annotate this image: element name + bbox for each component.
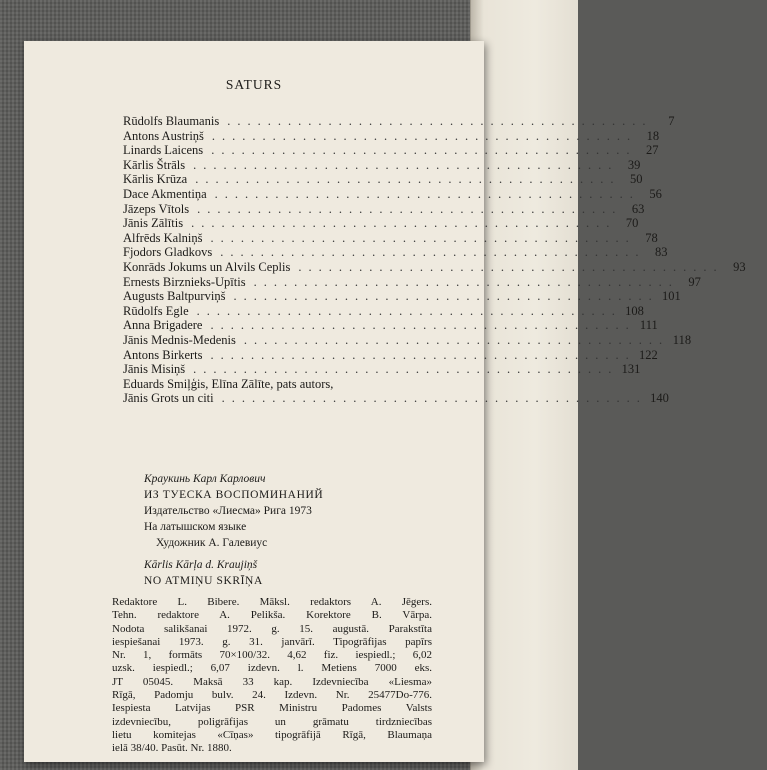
toc-entry-page: 93 bbox=[733, 259, 746, 274]
toc-entry bbox=[123, 230, 658, 246]
toc-entry-page: 78 bbox=[645, 230, 658, 245]
toc-entry-name: Dace Akmentiņa bbox=[123, 186, 207, 201]
table-of-contents bbox=[123, 114, 746, 406]
toc-entry-page: 111 bbox=[639, 318, 658, 333]
toc-entry-name: Alfrēds Kalniņš bbox=[123, 230, 203, 245]
book-title-latvian: NO ATMIŅU SKRĪŅA bbox=[144, 575, 263, 587]
toc-leader-dots: .......................................... bbox=[298, 259, 724, 274]
toc-entry-name: Jānis Grots un citi bbox=[123, 391, 214, 406]
book-title-russian: ИЗ ТУЕСКА ВОСПОМИНАНИЙ bbox=[144, 489, 324, 501]
toc-entry-name: Kārlis Krūza bbox=[123, 172, 188, 187]
toc-leader-dots: .......................................... bbox=[210, 230, 636, 245]
toc-entry bbox=[123, 143, 659, 158]
toc-entry-name: Linards Laicens bbox=[123, 143, 204, 158]
toc-entry bbox=[123, 289, 681, 304]
toc-entry-page: 101 bbox=[661, 289, 681, 304]
toc-leader-dots: .......................................... bbox=[253, 274, 679, 289]
toc-entry-page: 131 bbox=[621, 362, 641, 377]
credit-line: Iespiesta Latvijas PSR Ministru Padomes Valsts bbox=[112, 702, 432, 715]
toc-entry-name: Jānis Misiņš bbox=[123, 362, 186, 377]
toc-entry bbox=[123, 245, 668, 260]
credit-line: Rīgā, Padomju bulv. 24. Izdevn. Nr. 25477Do-776. bbox=[112, 689, 432, 702]
toc-leader-dots: .......................................... bbox=[191, 216, 617, 231]
toc-leader-dots: .......................................... bbox=[243, 332, 670, 347]
toc-leader-dots: .......................................... bbox=[193, 157, 619, 172]
toc-entry bbox=[123, 259, 746, 275]
credit-line: ielā 38/40. Pasūt. Nr. 1880. bbox=[112, 742, 232, 755]
toc-leader-dots: .......................................... bbox=[227, 114, 653, 128]
toc-entry-page: 108 bbox=[625, 303, 644, 318]
artist-russian: Художник А. Галевиус bbox=[156, 537, 268, 549]
credit-line: JT 05045. Maksā 33 kap. Izdevniecība «Liesma» bbox=[112, 675, 432, 688]
toc-entry bbox=[123, 391, 669, 406]
toc-entry-name: Eduards Smiļģis, Elīna Zālīte, pats autors, bbox=[123, 376, 334, 391]
toc-leader-dots: .......................................... bbox=[193, 362, 619, 377]
toc-leader-dots: .......................................... bbox=[220, 245, 646, 260]
toc-leader-dots: .......................................... bbox=[196, 303, 622, 318]
credit-line: iespiešanai 1973. g. 31. janvārī. Tipogrāfijas papīrs bbox=[112, 635, 432, 648]
toc-entry-page: 18 bbox=[646, 128, 660, 143]
toc-entry-page: 118 bbox=[672, 332, 692, 347]
toc-entry bbox=[123, 303, 644, 319]
toc-entry-page: 39 bbox=[627, 157, 641, 172]
toc-entry bbox=[123, 172, 643, 187]
credit-line: lietu komitejas «Cīņas» tipogrāfijā Rīgā, Blaumaņa bbox=[112, 728, 432, 741]
toc-entry-name: Ernests Birznieks-Upītis bbox=[123, 274, 246, 289]
credit-line: Nr. 1, formāts 70×100/32. 4,62 fiz. iespiedl.; 6,02 bbox=[112, 649, 432, 662]
toc-leader-dots: .......................................... bbox=[210, 347, 636, 362]
book-page bbox=[24, 41, 746, 762]
credit-line: Redaktore L. Bibere. Māksl. redaktors A. Jēgers. bbox=[112, 596, 432, 608]
publication-credits bbox=[112, 596, 432, 756]
toc-leader-dots: .......................................... bbox=[197, 201, 623, 216]
toc-entry bbox=[123, 318, 658, 333]
toc-entry-name: Augusts Baltpurviņš bbox=[123, 289, 226, 304]
publisher-russian: Издательство «Лиесма» Рига 1973 bbox=[144, 505, 312, 517]
toc-entry bbox=[123, 157, 641, 173]
language-note-russian: На латышском языке bbox=[144, 521, 247, 533]
toc-entry-page: 7 bbox=[668, 114, 675, 128]
toc-entry-page: 70 bbox=[625, 216, 639, 231]
author-russian: Краукинь Карл Карлович bbox=[144, 473, 266, 485]
toc-entry-page: 97 bbox=[688, 274, 701, 289]
toc-entry-page: 27 bbox=[645, 143, 659, 158]
toc-entry bbox=[123, 347, 658, 363]
toc-entry bbox=[123, 128, 660, 144]
toc-entry bbox=[123, 332, 692, 348]
toc-leader-dots: .......................................... bbox=[211, 143, 637, 158]
toc-entry-name: Rūdolfs Blaumanis bbox=[123, 114, 220, 128]
toc-entry-name: Anna Brigadere bbox=[123, 318, 203, 333]
toc-entry bbox=[123, 362, 641, 377]
credit-line: Nodota salikšanai 1972. g. 15. augustā. Parakstīta bbox=[112, 622, 432, 635]
toc-entry-name: Jānis Zālītis bbox=[123, 216, 184, 231]
credit-line: uzsk. iespiedl.; 6,07 izdevn. l. Metiens 7000 eks. bbox=[112, 662, 432, 675]
toc-entry-page: 56 bbox=[649, 186, 662, 201]
toc-leader-dots: .......................................... bbox=[211, 128, 638, 143]
toc-entry-page: 50 bbox=[629, 172, 643, 187]
toc-entry bbox=[123, 186, 662, 202]
toc-entry-name: Rūdolfs Egle bbox=[123, 303, 189, 318]
contents-title: SATURS bbox=[225, 77, 283, 92]
author-latvian: Kārlis Kārļa d. Kraujiņš bbox=[144, 559, 258, 571]
toc-entry bbox=[123, 274, 701, 290]
toc-entry bbox=[123, 216, 639, 231]
toc-leader-dots: .......................................... bbox=[214, 186, 640, 201]
toc-entry-name: Jāzeps Vītols bbox=[123, 201, 190, 216]
toc-entry-name: Fjodors Gladkovs bbox=[123, 245, 213, 260]
toc-leader-dots: .......................................... bbox=[221, 391, 647, 406]
toc-entry-page: 83 bbox=[655, 245, 668, 260]
toc-entry bbox=[123, 114, 675, 129]
toc-entry-name: Jānis Mednis-Medenis bbox=[123, 332, 236, 347]
toc-entry-name: Antons Birkerts bbox=[123, 347, 203, 362]
toc-leader-dots: .......................................... bbox=[210, 318, 636, 333]
toc-entry-name: Konrāds Jokums un Alvils Ceplis bbox=[123, 259, 291, 274]
toc-leader-dots: .......................................... bbox=[195, 172, 621, 187]
toc-entry bbox=[123, 377, 432, 392]
imprint-block bbox=[114, 471, 434, 589]
toc-entry-page: 140 bbox=[650, 391, 669, 406]
credit-line: izdevniecību, poligrāfijas un grāmatu tirdzniecības bbox=[112, 715, 432, 728]
toc-entry-name: Antons Austriņš bbox=[123, 128, 204, 143]
toc-leader-dots: .......................................... bbox=[233, 289, 659, 304]
credit-line: Tehn. redaktore A. Pelikša. Korektore B. Vārpa. bbox=[112, 609, 432, 622]
toc-entry-page: 63 bbox=[631, 201, 645, 216]
toc-entry bbox=[123, 201, 645, 217]
toc-entry-name: Kārlis Štrāls bbox=[123, 157, 186, 172]
toc-entry-page: 122 bbox=[639, 347, 658, 362]
